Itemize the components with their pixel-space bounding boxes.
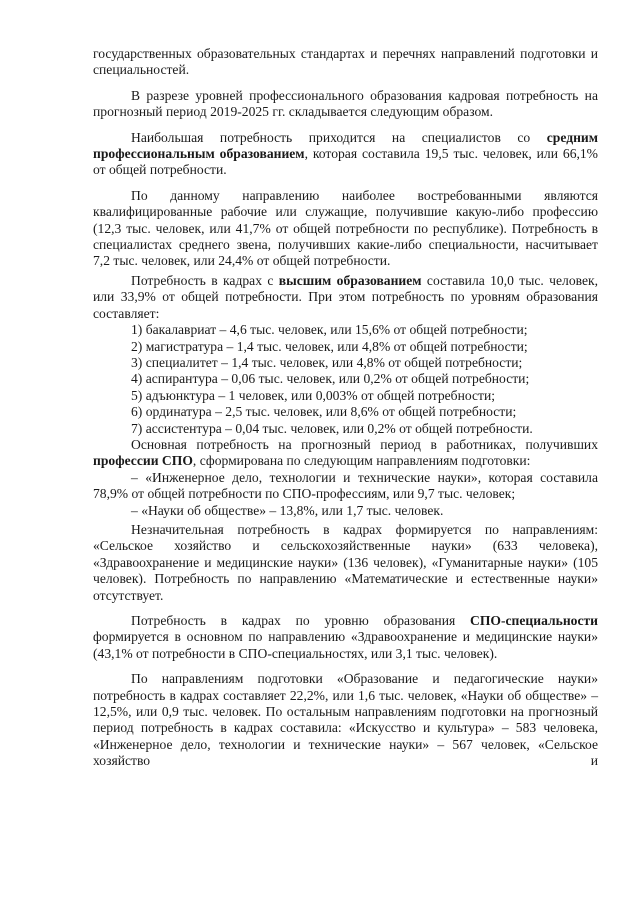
paragraph-intro: государственных образовательных стандартах и перечнях направлений подготовки и специальностей.: [93, 46, 598, 78]
text-run: формируется в основном по направлению «Здравоохранение и медицинские науки» (43,1% от потребности в СПО-специальностях, или 3,1 тыс. человек).: [93, 629, 598, 661]
paragraph-levels-intro: В разрезе уровней профессионального образования кадровая потребность на прогнозный период 2019-2025 гг. складывается следующим образом.: [93, 87, 598, 120]
bold-term: профессии СПО: [93, 453, 193, 469]
dash-item-social-sciences: – «Науки об обществе» – 13,8%, или 1,7 тыс. человек.: [131, 502, 444, 518]
paragraph-minor-demand: Незначительная потребность в кадрах формируется по направлениям: «Сельское хозяйство и сельскохозяйственные науки» (633 человека), «Здравоохранение и медицинские науки» (136 человек), «Гуманитарные науки» (105 человек). Потребность по направлению «Математические и естественные науки» отсутствует.: [93, 521, 598, 603]
text-run: Основная потребность на прогнозный период в работниках, получивших: [131, 436, 598, 452]
text-run: , сформирована по следующим направлениям подготовки:: [192, 453, 531, 469]
list-item: 5) адъюнктура – 1 человек, или 0,003% от общей потребности;: [131, 387, 496, 403]
text-run: Потребность в кадрах по уровню образования: [131, 613, 471, 628]
dash-item-engineering: – «Инженерное дело, технологии и технические науки», которая составила 78,9% от общей потребности по СПО-профессиям, или 9,7 тыс. человек;: [93, 469, 598, 502]
bold-term: СПО-специальности: [470, 613, 598, 628]
list-item: 3) специалитет – 1,4 тыс. человек, или 4,8% от общей потребности;: [131, 354, 523, 370]
list-item: 1) бакалавриат – 4,6 тыс. человек, или 15,6% от общей потребности;: [131, 322, 528, 338]
paragraph-spo-professions: [93, 437, 598, 470]
text-run: Потребность в кадрах с: [131, 272, 279, 288]
document-page: [93, 46, 598, 770]
bold-term: средним профессиональным образованием: [93, 129, 598, 162]
list-item: 7) ассистентура – 0,04 тыс. человек, или 0,2% от общей потребности.: [131, 420, 533, 436]
list-item: 2) магистратура – 1,4 тыс. человек, или 4,8% от общей потребности;: [131, 338, 528, 354]
education-levels-list: [93, 322, 598, 437]
text-run: Наибольшая потребность приходится на специалистов со: [131, 129, 547, 145]
paragraph-spo-demand: [93, 130, 598, 179]
text-run: , которая составила 19,5 тыс. человек, или 66,1% от общей потребности.: [93, 146, 599, 178]
paragraph-skilled-workers: По данному направлению наиболее востребованными являются квалифицированные рабочие или служащие, получившие какую-либо профессию (12,3 тыс. человек, или 41,7% от общей потребности по республике). Потребность в специалистах среднего звена, получивших какие-либо специальности, насчитывает 7,2 тыс. человек, или 24,4% от общей потребности.: [93, 187, 598, 269]
list-item: 4) аспирантура – 0,06 тыс. человек, или 0,2% от общей потребности;: [131, 371, 530, 387]
paragraph-spo-specialties: [93, 613, 598, 662]
bold-term: высшим образованием: [278, 272, 422, 288]
list-item: 6) ординатура – 2,5 тыс. человек, или 8,6% от общей потребности;: [131, 404, 517, 420]
text-run: составила 10,0 тыс. человек, или 33,9% от общей потребности. При этом потребность по уровням образования составляет:: [93, 272, 598, 321]
paragraph-other-directions: По направлениям подготовки «Образование и педагогические науки» потребность в кадрах составляет 22,2%, или 1,6 тыс. человек, «Науки об обществе» – 12,5%, или 0,9 тыс. человек. По остальным направлениям подготовки на прогнозный период потребность в кадрах составила: «Искусство и культура» – 583 человека, «Инженерное дело, технологии и технические науки» – 567 человек, «Сельское хозяйство и: [93, 671, 598, 769]
paragraph-higher-education: [93, 273, 598, 322]
